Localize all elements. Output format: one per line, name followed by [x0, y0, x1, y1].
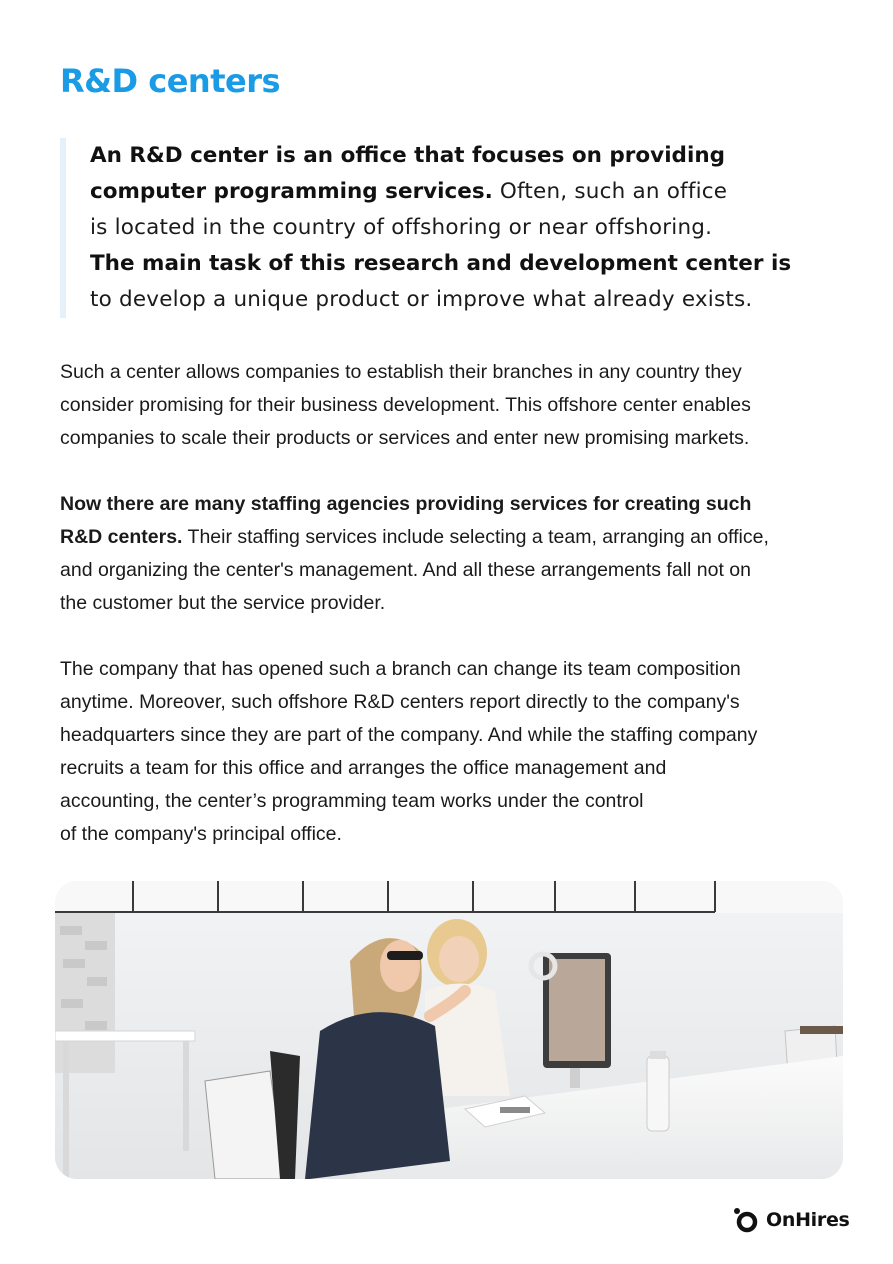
text-line — [90, 138, 850, 174]
brand-name: OnHires — [766, 1209, 850, 1231]
text-line — [90, 210, 850, 246]
text-line — [60, 587, 840, 620]
office-photo — [55, 881, 843, 1179]
brand-logo — [733, 1207, 850, 1233]
regular-text: and organizing the center's management. And all these arrangements fall not on — [60, 559, 751, 581]
text-line — [90, 246, 850, 282]
paragraph-1 — [60, 356, 840, 455]
regular-text: companies to scale their products or services and enter new promising markets. — [60, 427, 750, 449]
text-line — [60, 521, 840, 554]
text-line — [60, 356, 840, 389]
regular-text: Often, such an office — [492, 179, 728, 204]
onhires-logo-icon — [733, 1207, 759, 1233]
text-line — [60, 818, 840, 851]
text-line — [90, 282, 850, 318]
text-line — [60, 389, 840, 422]
regular-text: Such a center allows companies to establish their branches in any country they — [60, 361, 742, 383]
page-title: R&D centers — [60, 62, 281, 100]
text-line — [60, 785, 840, 818]
regular-text: the customer but the service provider. — [60, 592, 386, 614]
regular-text: is located in the country of offshoring or near offshoring. — [90, 215, 713, 240]
regular-text: accounting, the center’s programming team works under the control — [60, 790, 644, 812]
bold-text: Now there are many staffing agencies providing services for creating such — [60, 493, 752, 515]
text-line — [90, 174, 850, 210]
text-line — [60, 686, 840, 719]
text-line — [60, 752, 840, 785]
regular-text: Their staffing services include selecting a team, arranging an office, — [182, 526, 769, 548]
paragraph-2 — [60, 488, 840, 620]
regular-text: headquarters since they are part of the company. And while the staffing company — [60, 724, 758, 746]
regular-text: of the company's principal office. — [60, 823, 342, 845]
text-line — [60, 653, 840, 686]
bold-text: The main task of this research and development center is — [90, 251, 792, 276]
text-line — [60, 422, 840, 455]
bold-text: An R&D center is an office that focuses on providing — [90, 143, 726, 168]
bold-text: computer programming services. — [90, 179, 493, 204]
callout-quote — [60, 138, 850, 318]
regular-text: anytime. Moreover, such offshore R&D centers report directly to the company's — [60, 691, 740, 713]
text-line — [60, 488, 840, 521]
text-line — [60, 554, 840, 587]
regular-text: recruits a team for this office and arranges the office management and — [60, 757, 667, 779]
regular-text: The company that has opened such a branch can change its team composition — [60, 658, 741, 680]
text-line — [60, 719, 840, 752]
bold-text: R&D centers. — [60, 526, 183, 548]
regular-text: to develop a unique product or improve what already exists. — [90, 287, 753, 312]
regular-text: consider promising for their business development. This offshore center enables — [60, 394, 751, 416]
paragraph-3 — [60, 653, 840, 851]
